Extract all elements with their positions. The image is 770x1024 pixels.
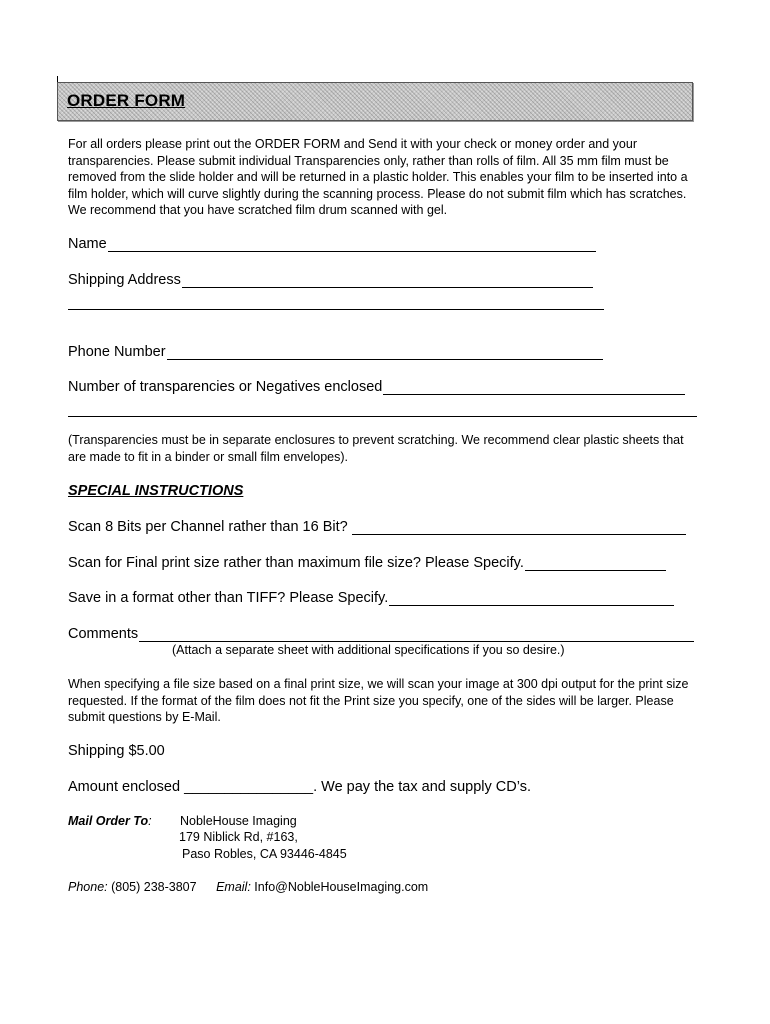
title-banner xyxy=(57,82,693,121)
shipping-cost: Shipping $5.00 xyxy=(68,743,165,759)
special-instructions-heading: SPECIAL INSTRUCTIONS xyxy=(68,483,244,499)
print-size-label: Scan for Final print size rather than maximum file size? Please Specify. xyxy=(68,555,524,571)
email-value[interactable]: Info@NobleHouseImaging.com xyxy=(254,880,429,894)
name-field[interactable] xyxy=(68,236,596,252)
mail-order-label xyxy=(68,814,152,828)
mail-order-colon: : xyxy=(148,814,152,828)
amount-enclosed-note: . We pay the tax and supply CD’s. xyxy=(313,779,531,795)
shipping-address-line[interactable] xyxy=(182,273,593,288)
format-line[interactable] xyxy=(389,591,674,606)
page-title: ORDER FORM xyxy=(67,91,186,110)
attach-note: (Attach a separate sheet with additional specifications if you so desire.) xyxy=(172,643,565,657)
shipping-address-label: Shipping Address xyxy=(68,272,181,288)
amount-enclosed-blank[interactable]: ________________ xyxy=(184,779,314,795)
contact-row xyxy=(68,880,428,894)
phone-number-field[interactable] xyxy=(68,344,603,360)
intro-paragraph: For all orders please print out the ORDER FORM and Send it with your check or money order and your transparencies. Please submit individual Transparencies only, rather than rolls of film. All 35 mm film must be removed from the slide holder and will be returned in a plastic holder. This enables your film to be inserted into a film holder, which will curve slightly during the scanning process. Please do not submit film which has scratches. We recommend that you have scratched film drum scanned with gel. xyxy=(68,137,688,217)
transparencies-count-field[interactable] xyxy=(68,379,685,395)
email-label: Email: xyxy=(216,880,251,894)
bits-label: Scan 8 Bits per Channel rather than 16 Bit? xyxy=(68,519,348,535)
shipping-address-line-2[interactable] xyxy=(68,309,604,310)
comments-label: Comments xyxy=(68,626,139,642)
transparencies-extra-line[interactable] xyxy=(68,416,697,417)
bits-field[interactable] xyxy=(68,519,686,535)
comments-field[interactable] xyxy=(68,626,694,642)
phone-number-label: Phone Number xyxy=(68,344,166,360)
comments-line[interactable] xyxy=(139,627,694,642)
bits-line[interactable] xyxy=(352,520,686,535)
amount-enclosed-label: Amount enclosed xyxy=(68,779,181,795)
transparencies-count-line[interactable] xyxy=(383,380,685,395)
print-size-line[interactable] xyxy=(525,556,666,571)
format-field[interactable] xyxy=(68,590,674,606)
print-size-field[interactable] xyxy=(68,555,666,571)
mail-address-line-1: NobleHouse Imaging xyxy=(180,814,297,828)
mail-address-line-2: 179 Niblick Rd, #163, xyxy=(179,830,298,844)
mail-order-title: Mail Order To xyxy=(68,814,149,828)
file-size-note: When specifying a file size based on a final print size, we will scan your image at 300 dpi output for the print size requested. If the format of the film does not fit the Print size you specify, one of the sides will be larger. Please submit questions by E-Mail. xyxy=(68,677,689,724)
name-label: Name xyxy=(68,236,107,252)
phone-number-line[interactable] xyxy=(167,345,603,360)
phone-label: Phone: xyxy=(68,880,108,894)
name-line[interactable] xyxy=(108,237,596,252)
format-label: Save in a format other than TIFF? Please Specify. xyxy=(68,590,389,606)
phone-value: (805) 238-3807 xyxy=(111,880,197,894)
amount-enclosed-row[interactable] xyxy=(68,779,531,795)
transparencies-note: (Transparencies must be in separate enclosures to prevent scratching. We recommend clear plastic sheets that are made to fit in a binder or small film envelopes). xyxy=(68,433,684,464)
shipping-address-field[interactable] xyxy=(68,272,593,288)
transparencies-count-label: Number of transparencies or Negatives enclosed xyxy=(68,379,383,395)
mail-address-line-3: Paso Robles, CA 93446-4845 xyxy=(182,847,347,861)
